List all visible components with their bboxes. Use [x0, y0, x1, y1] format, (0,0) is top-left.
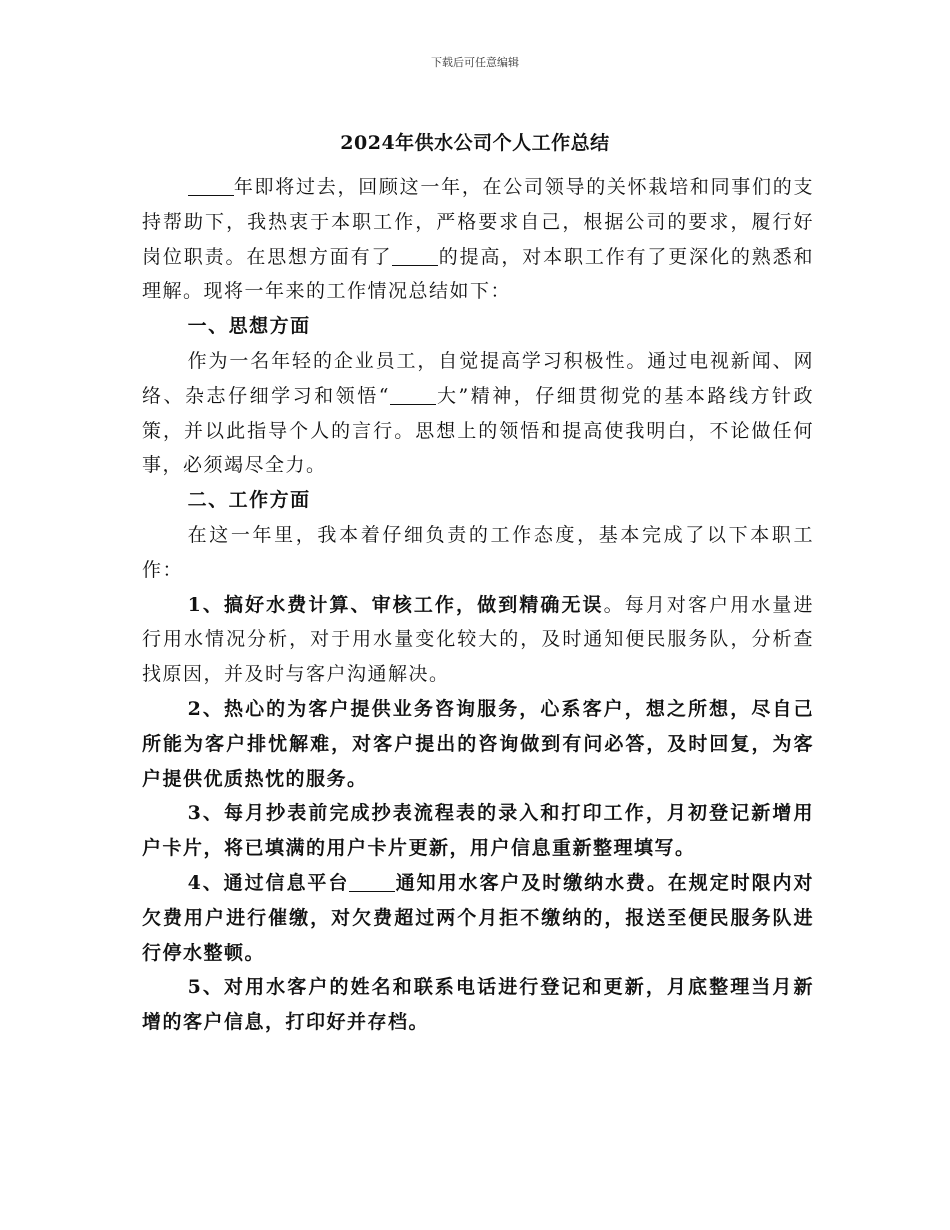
work-item-1-text: 。每月对客户用水量进行用水情况分析，对于用水量变化较大的，及时通知便民服务队，分析查找原因，并及时与客户沟通解决。: [142, 593, 814, 686]
header-note: 下载后可任意编辑: [431, 56, 519, 69]
intro-text-2: 的提高，对本职工作有了更深化的熟悉和理解。现将一年来的工作情况总结如下：: [142, 245, 814, 303]
work-item-2: 2、热心的为客户提供业务咨询服务，心系客户，想之所想，尽自己所能为客户排忧解难，对客户提出的咨询做到有问必答，及时回复，为客户提供优质热忱的服务。: [142, 697, 814, 790]
section-heading-work: 二、工作方面: [187, 489, 311, 512]
document-title: 2024年供水公司个人工作总结: [340, 132, 610, 154]
work-item-4-text-1: 4、通过信息平台: [187, 871, 350, 894]
work-item-1-lead: 1、搞好水费计算、审核工作，做到精确无误: [187, 593, 604, 616]
blank-field: [349, 872, 395, 892]
blank-field: [188, 176, 234, 196]
blank-field: [390, 385, 436, 405]
intro-text-1: 年即将过去，回顾这一年，在公司领导的关怀栽培和同事们的支持帮助下，我热衷于本职工作，严格要求自己，根据公司的要求，履行好岗位职责。在思想方面有了: [142, 176, 814, 268]
work-intro-paragraph: 在这一年里，我本着仔细负责的工作态度，基本完成了以下本职工作：: [142, 523, 814, 581]
work-item-4-text-2: 通知用水客户及时缴纳水费。在规定时限内对欠费用户进行催缴，对欠费超过两个月拒不缴纳的，报送至便民服务队进行停水整顿。: [142, 871, 814, 964]
work-item-5: 5、对用水客户的姓名和联系电话进行登记和更新，月底整理当月新增的客户信息，打印好并存档。: [142, 976, 814, 1034]
work-item-4: [142, 866, 814, 970]
work-item-1: [142, 588, 814, 692]
document-body: [142, 170, 814, 1040]
blank-field: [392, 246, 438, 266]
intro-paragraph: [142, 170, 814, 309]
work-item-3: 3、每月抄表前完成抄表流程表的录入和打印工作，月初登记新增用户卡片，将已填满的用户卡片更新，用户信息重新整理填写。: [142, 802, 814, 860]
thought-text-1: 作为一名年轻的企业员工，自觉提高学习积极性。通过电视新闻、网络、杂志仔细学习和领悟“: [142, 349, 814, 407]
thought-text-2: 大”精神，仔细贯彻党的基本路线方针政策，并以此指导个人的言行。思想上的领悟和提高使我明白，不论做任何事，必须竭尽全力。: [142, 384, 815, 477]
section-heading-thought: 一、思想方面: [187, 315, 311, 338]
thought-paragraph: [142, 344, 814, 483]
